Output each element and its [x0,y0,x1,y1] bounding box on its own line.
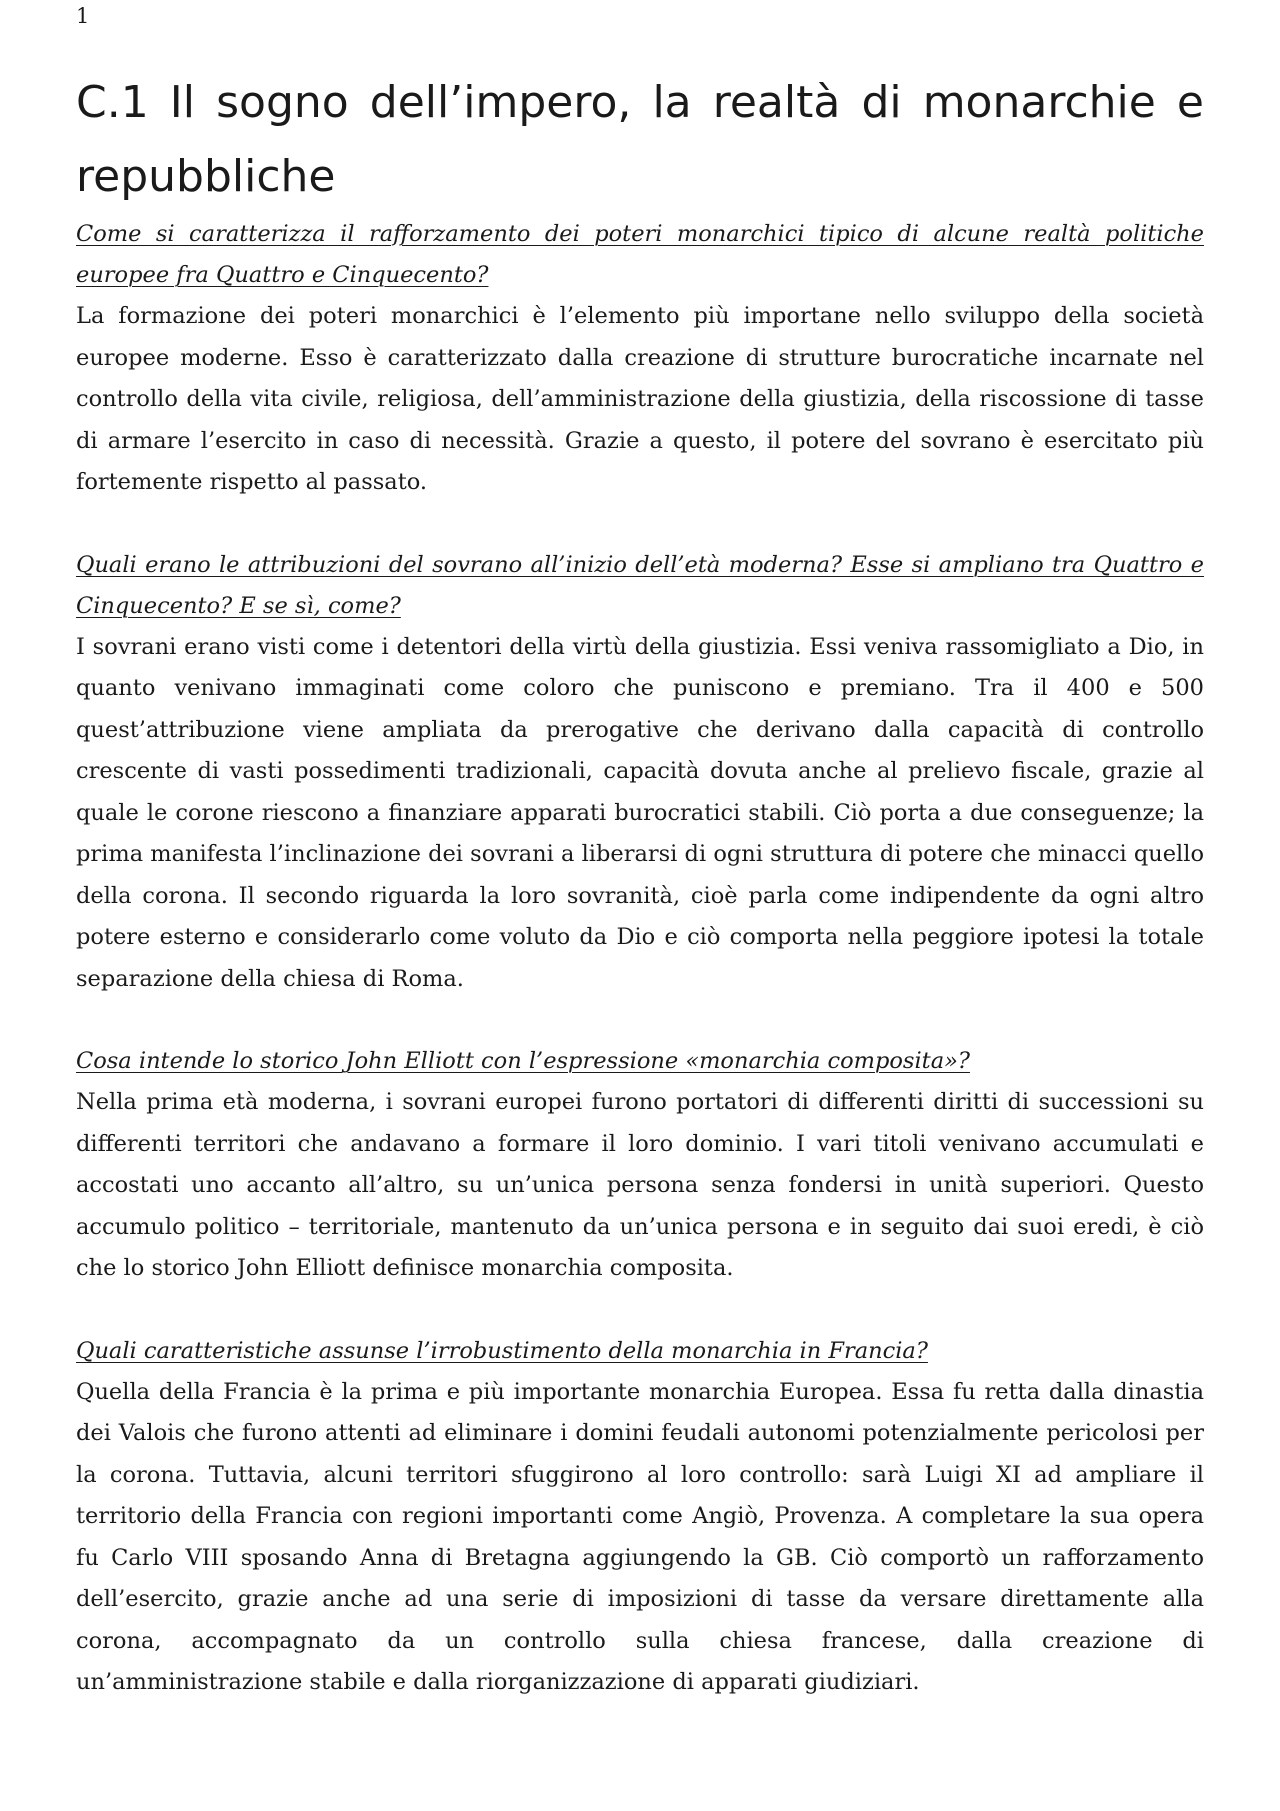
section-3 [76,1041,1204,1290]
page-content [76,66,1204,1704]
document-title: C.1 Il sogno dell’impero, la realtà di monarchie e repubbliche [76,77,1204,202]
section-4 [76,1331,1204,1704]
section-answer: Quella della Francia è la prima e più importante monarchia Europea. Essa fu retta dalla dinastia dei Valois che furono attenti ad eliminare i domini feudali autonomi potenzialmente pericolosi per la corona. Tuttavia, alcuni territori sfuggirono al loro controllo: sarà Luigi XI ad ampliare il territorio della Francia con regioni importanti come Angiò, Provenza. A completare la sua opera fu Carlo VIII sposando Anna di Bretagna aggiungendo la GB. Ciò comportò un rafforzamento dell’esercito, grazie anche ad una serie di imposizioni di tasse da versare direttamente alla corona, accompagnato da un controllo sulla chiesa francese, dalla creazione di un’amministrazione stabile e dalla riorganizzazione di apparati giudiziari. [76,1378,1204,1695]
section-question: Quali erano le attribuzioni del sovrano all’inizio dell’età moderna? Esse si ampliano tra Quattro e Cinquecento? E se sì, come? [76,551,1204,619]
section-question: Quali caratteristiche assunse l’irrobustimento della monarchia in Francia? [76,1337,928,1364]
section-2 [76,545,1204,1001]
section-answer: Nella prima età moderna, i sovrani europei furono portatori di differenti diritti di successioni su differenti territori che andavano a formare il loro dominio. I vari titoli venivano accumulati e accostati uno accanto all’altro, su un’unica persona senza fondersi in unità superiori. Questo accumulo politico – territoriale, mantenuto da un’unica persona e in seguito dai suoi eredi, è ciò che lo storico John Elliott definisce monarchia composita. [76,1089,1204,1281]
section-1 [76,214,1204,504]
section-question: Cosa intende lo storico John Elliott con l’espressione «monarchia composita»? [76,1048,970,1074]
page-number: 1 [76,4,90,28]
section-question: Come si caratterizza il rafforzamento dei poteri monarchici tipico di alcune realtà politiche europee fra Quattro e Cinquecento? [76,221,1204,288]
section-answer: I sovrani erano visti come i detentori della virtù della giustizia. Essi veniva rassomigliato a Dio, in quanto venivano immaginati come coloro che puniscono e premiano. Tra il 400 e 500 quest’attribuzione viene ampliata da prerogative che derivano dalla capacità di controllo crescente di vasti possedimenti tradizionali, capacità dovuta anche al prelievo fiscale, grazie al quale le corone riescono a finanziare apparati burocratici stabili. Ciò porta a due conseguenze; la prima manifesta l’inclinazione dei sovrani a liberarsi di ogni struttura di potere che minacci quello della corona. Il secondo riguarda la loro sovranità, cioè parla come indipendente da ogni altro potere esterno e considerarlo come voluto da Dio e ciò comporta nella peggiore ipotesi la totale separazione della chiesa di Roma. [76,633,1204,992]
section-answer: La formazione dei poteri monarchici è l’elemento più importane nello sviluppo della società europee moderne. Esso è caratterizzato dalla creazione di strutture burocratiche incarnate nel controllo della vita civile, religiosa, dell’amministrazione della giustizia, della riscossione di tasse di armare l’esercito in caso di necessità. Grazie a questo, il potere del sovrano è esercitato più fortemente rispetto al passato. [76,303,1204,495]
